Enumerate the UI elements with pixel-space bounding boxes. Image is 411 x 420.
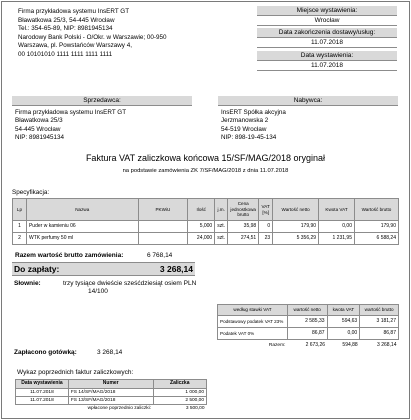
meta-issue-value: 11.07.2018 [257, 61, 397, 71]
invoice-title: Faktura VAT zaliczkowa końcowa 15/SF/MAG/2018 oryginał [85, 153, 326, 163]
spec-cell-vat-rate: 23 [259, 233, 273, 245]
seller-line: 54-445 Wrocław [15, 125, 61, 133]
spec-cell-pkwiu [138, 233, 188, 245]
seller-address [12, 106, 192, 143]
prev-total-label: wpłacone poprzednio zaliczki: [87, 405, 152, 411]
buyer-address [218, 106, 398, 143]
buyer-block [218, 96, 398, 143]
company-header [18, 8, 238, 60]
spec-cell-price: 274,51 [228, 233, 259, 245]
prev-cell-amount: 1 000,00 [153, 389, 206, 397]
prev-total-spacer [16, 405, 69, 413]
vat-total-vat: 594,88 [342, 341, 358, 348]
vat-summary-table [217, 304, 399, 352]
spec-cell-qty: 24,000 [188, 233, 215, 245]
prev-cell-amount: 2 500,00 [153, 397, 206, 405]
vat-cell-gross: 86,87 [360, 328, 399, 340]
prev-cell-number: FS 13/SF/MAG/2018 [68, 397, 153, 405]
prev-header-cell: Numer [68, 380, 153, 389]
words-label: Słownie: [14, 280, 41, 287]
vat-header-cell: wartość brutto [360, 305, 399, 316]
spec-header-cell: VAT [%] [259, 199, 273, 221]
spec-cell-lp: 2 [13, 233, 27, 245]
spec-cell-unit: szt. [215, 221, 228, 233]
prev-header-cell: Data wystawienia [16, 380, 69, 389]
company-header-line: 00 10101010 1111 1111 1111 1111 [18, 50, 113, 58]
prev-total-row [16, 405, 207, 413]
meta-issue-label: Data wystawienia: [257, 51, 397, 61]
prev-cell-number: FS 14/SF/MAG/2018 [68, 389, 153, 397]
spec-header-cell: Ilość [188, 199, 215, 221]
spec-header-cell: j.m. [215, 199, 228, 221]
spec-row [13, 221, 399, 233]
spec-cell-net: 179,90 [273, 221, 319, 233]
previous-invoices-table [15, 379, 207, 413]
prev-cell-date: 11.07.2018 [16, 389, 69, 397]
company-header-line: Narodowy Bank Polski - O/Okr. w Warszawie; 00-950 [18, 33, 167, 41]
spec-row [13, 233, 399, 245]
prev-cell-date: 11.07.2018 [16, 397, 69, 405]
spec-header-cell: Cena jednostkowa brutto [228, 199, 259, 221]
prev-row [16, 397, 207, 405]
spec-cell-pkwiu [138, 221, 188, 233]
words-text [63, 280, 196, 296]
spec-header-cell: Wartość brutto [354, 199, 398, 221]
prev-header-row [16, 380, 207, 389]
spec-cell-price: 35,98 [228, 221, 259, 233]
vat-total-label: Razem: [268, 342, 286, 348]
vat-row [218, 328, 399, 340]
company-header-line: Bławatkowa 25/3, 54-445 Wrocław [18, 16, 115, 24]
spec-cell-vat: 0,00 [319, 221, 355, 233]
spec-cell-name: WTK perfumy 50 ml [26, 233, 138, 245]
spec-header-row [13, 199, 399, 221]
spec-cell-gross: 6 588,24 [354, 233, 398, 245]
buyer-line: InsERT Spółka akcyjna [221, 109, 286, 116]
buyer-line: Jerzmanowska 2 [221, 117, 269, 125]
amount-due-value: 3 268,14 [159, 264, 193, 274]
buyer-line: NIP: 898-19-45-134 [221, 134, 277, 142]
paid-cash-label: Zapłacono gotówką: [14, 349, 77, 356]
vat-cell-vat: 594,63 [327, 316, 360, 328]
vat-header-cell: kwota VAT [327, 305, 360, 316]
amount-due-label: Do zapłaty: [14, 264, 60, 274]
spec-header-cell: Kwota VAT [319, 199, 355, 221]
gross-total-label: Razem wartość brutto zamówienia: [15, 252, 124, 259]
meta-delivery-label: Data zakończenia dostawy/usług: [257, 28, 397, 38]
spec-header-cell: Nazwa [26, 199, 138, 221]
meta-place-label: Miejsce wystawienia: [257, 6, 397, 16]
seller-line: NIP: 8981945134 [15, 134, 65, 142]
vat-header-row [218, 305, 399, 316]
spec-cell-vat: 1 231,95 [319, 233, 355, 245]
spec-cell-vat-rate: 0 [259, 221, 273, 233]
prev-header-cell: Zaliczka [153, 380, 206, 389]
seller-label: Sprzedawca: [12, 96, 192, 106]
spec-cell-unit: szt. [215, 233, 228, 245]
seller-line: Firma przykładowa systemu InsERT GT [15, 109, 127, 116]
meta-delivery [257, 28, 397, 48]
meta-issue [257, 51, 397, 71]
prev-row [16, 389, 207, 397]
vat-cell-gross: 3 181,27 [360, 316, 399, 328]
invoice-subtitle: na podstawie zamówienia ZK 7/SF/MAG/2018 z dnia 11.07.2018 [122, 168, 289, 174]
spec-cell-net: 5 356,29 [273, 233, 319, 245]
vat-cell-net: 2 585,33 [287, 316, 327, 328]
spec-cell-gross: 179,90 [354, 221, 398, 233]
vat-total-row [218, 340, 399, 352]
spec-cell-name: Puder w kamieniu 06 [26, 221, 138, 233]
spec-label: Specyfikacja: [12, 189, 50, 196]
vat-row [218, 316, 399, 328]
vat-cell-rate: Podatek VAT 0% [218, 328, 288, 340]
company-header-line: Tel.: 354-65-89, NIP: 8981945134 [18, 25, 113, 33]
vat-header-cell: wartość netto [287, 305, 327, 316]
vat-cell-net: 86,87 [287, 328, 327, 340]
meta-place [257, 6, 397, 26]
vat-total-gross: 3 268,14 [377, 341, 397, 348]
vat-cell-rate: Podstawowy podatek VAT 23% [218, 316, 288, 328]
company-header-line: Firma przykładowa systemu InsERT GT [18, 8, 130, 15]
seller-block [12, 96, 192, 143]
spec-header-cell: Wartość netto [273, 199, 319, 221]
spec-cell-lp: 1 [13, 221, 27, 233]
gross-total-value: 6 768,14 [147, 252, 173, 259]
amount-due-box [12, 262, 195, 276]
company-header-line: Warszawa, pl. Powstańców Warszawy 4, [18, 42, 132, 50]
paid-cash-value: 3 268,14 [97, 349, 123, 356]
words-line: 14/100 [88, 288, 108, 295]
vat-cell-vat: 0,00 [327, 328, 360, 340]
spec-table [12, 198, 399, 245]
spec-header-cell: Lp [13, 199, 27, 221]
vat-header-cell: według stawki VAT [218, 305, 288, 316]
prev-total-value: 3 500,00 [185, 405, 205, 411]
meta-delivery-value: 11.07.2018 [257, 38, 397, 48]
vat-total-net: 2 673,26 [305, 341, 326, 348]
buyer-label: Nabywca: [218, 96, 398, 106]
spec-header-cell: PKWiU [138, 199, 188, 221]
previous-invoices-label: Wykaz poprzednich faktur zaliczkowych: [17, 369, 134, 376]
words-line: trzy tysiące dwieście sześćdziesiąt osiem PLN [63, 280, 197, 287]
meta-place-value: Wrocław [257, 16, 397, 26]
seller-line: Bławatkowa 25/3 [15, 117, 63, 125]
buyer-line: 54-519 Wrocław [221, 125, 267, 133]
spec-cell-qty: 5,000 [188, 221, 215, 233]
